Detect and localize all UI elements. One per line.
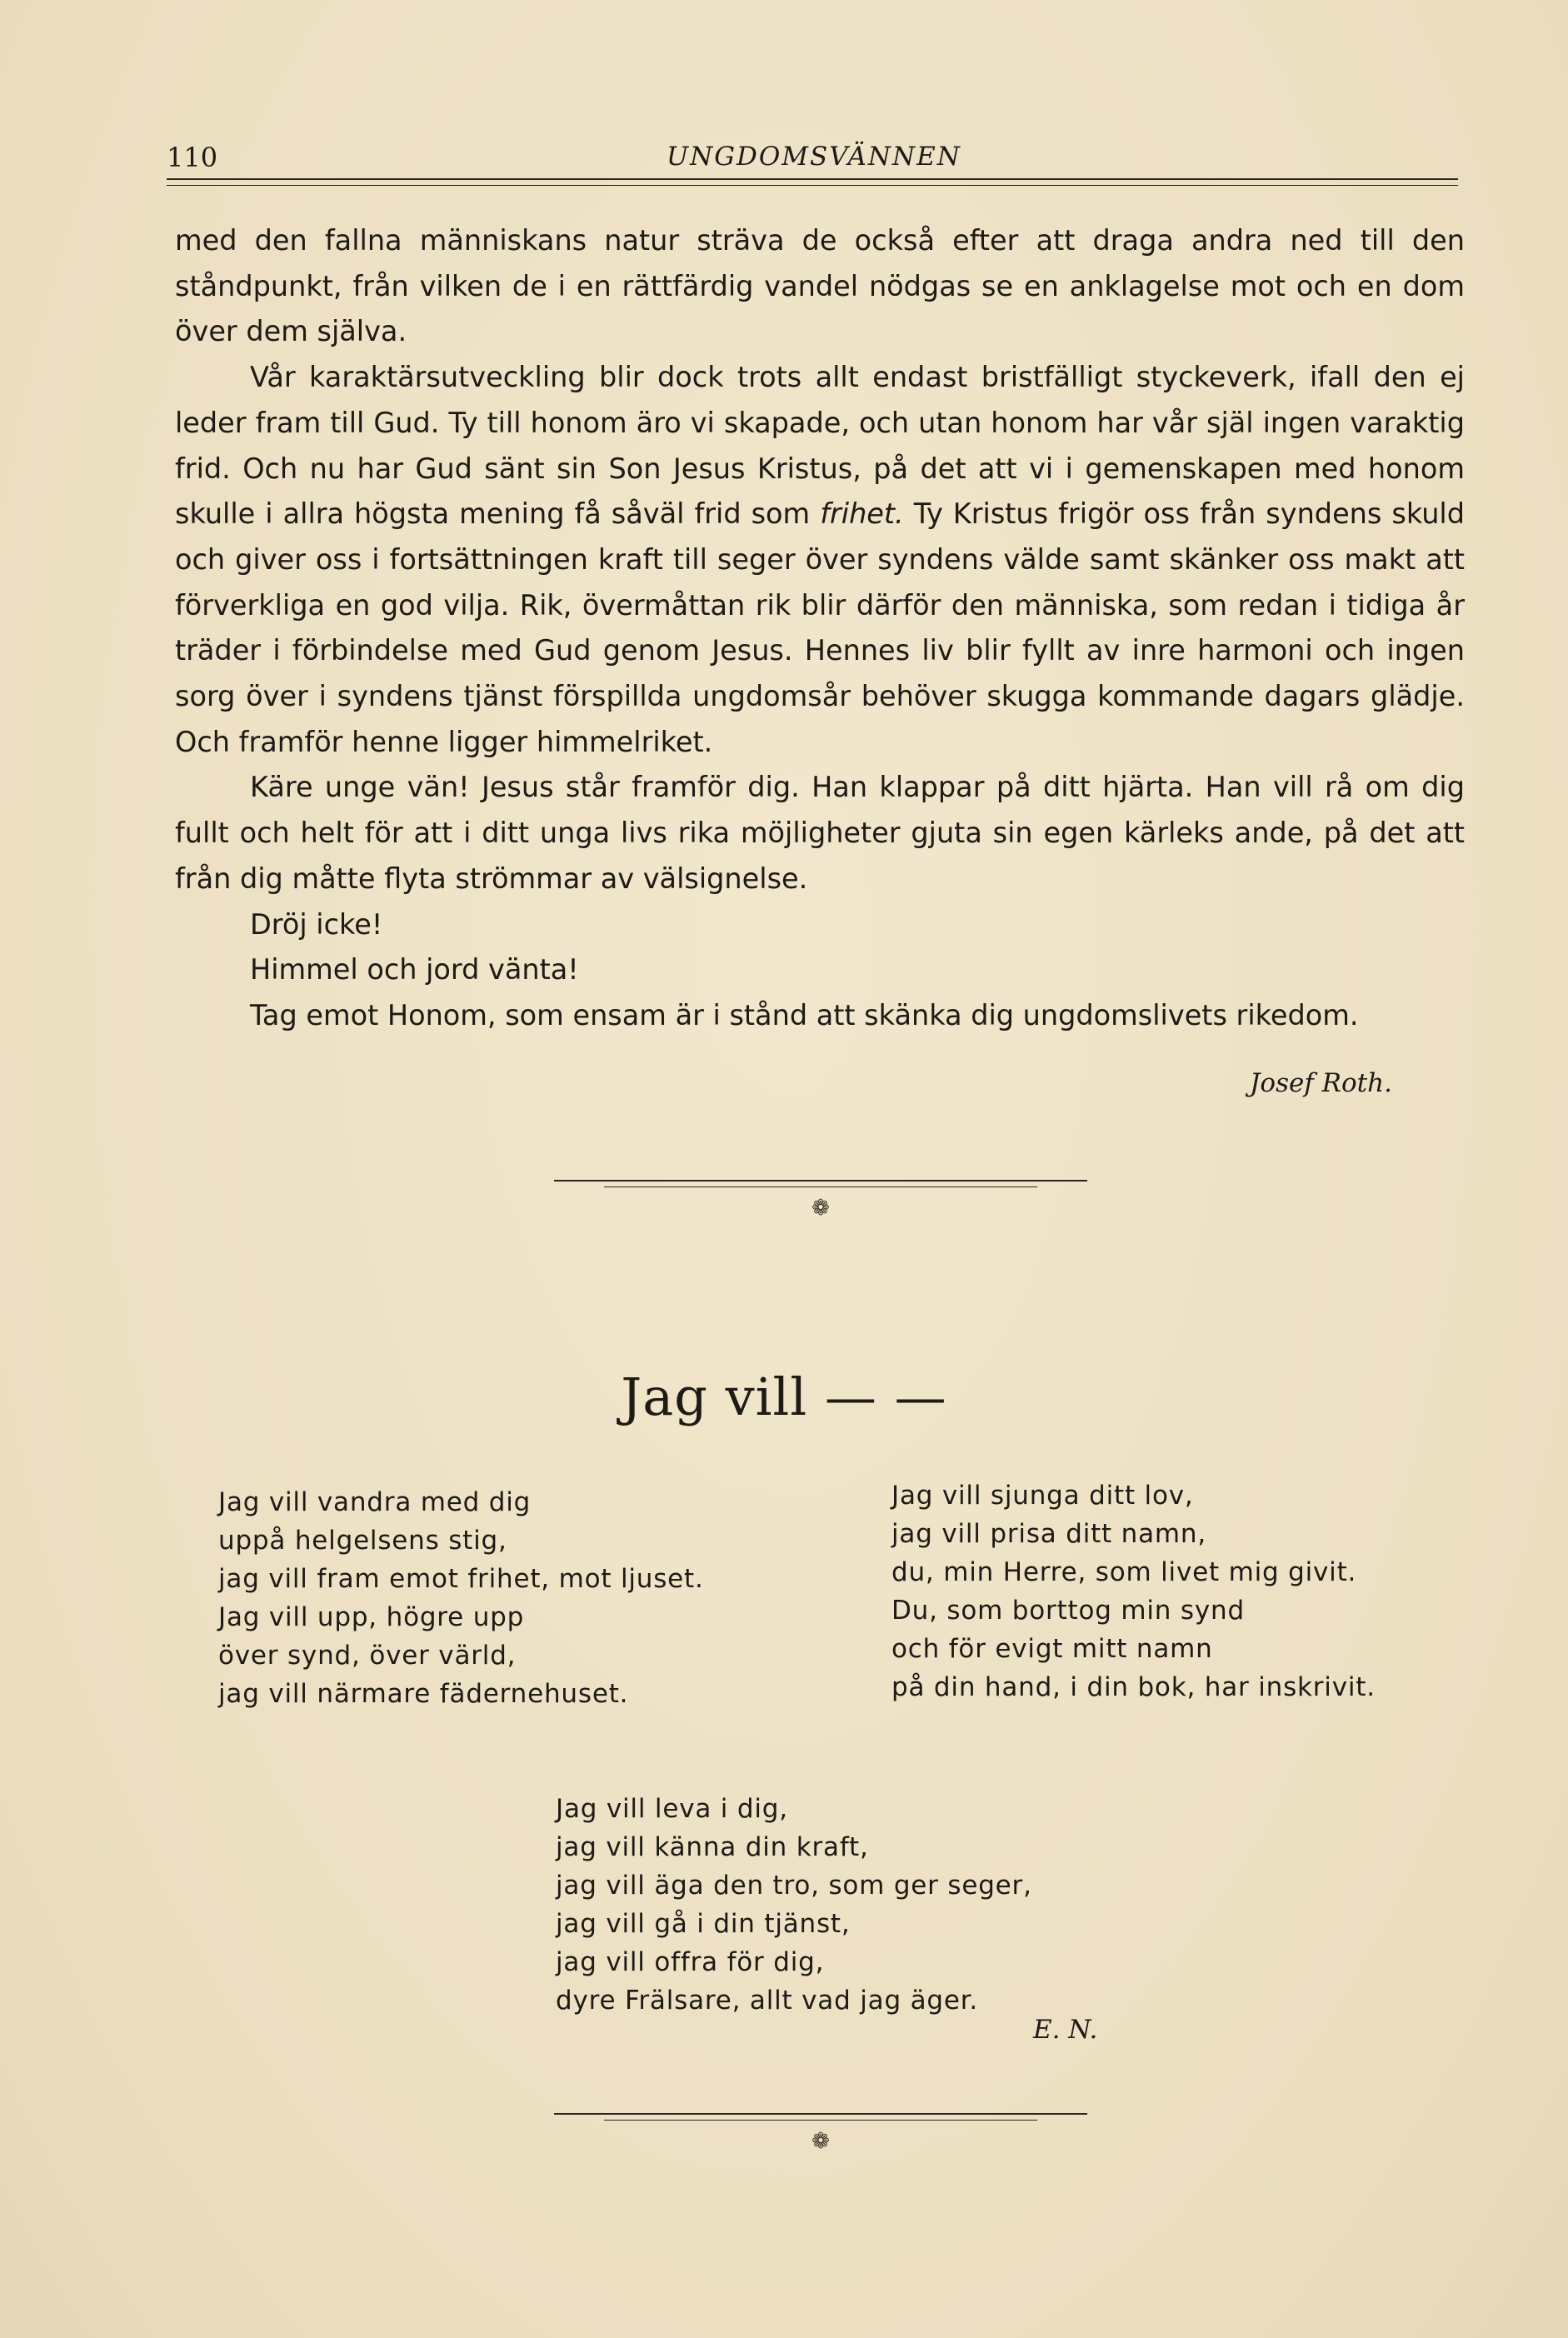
poem-stanza-2: [891, 1476, 1376, 1706]
article-signature: Josef Roth.: [1250, 1068, 1392, 1098]
emphasis-word: frihet.: [820, 497, 904, 531]
paragraph: Tag emot Honom, som ensam är i stånd att skänka dig ungdomslivets rikedom.: [250, 998, 1359, 1032]
poem-line: och för evigt mitt namn: [891, 1634, 1213, 1664]
poem-line: jag vill fram emot frihet, mot ljuset.: [218, 1564, 704, 1594]
flower-ornament-icon: ❁: [811, 2129, 830, 2154]
poem-line: jag vill känna din kraft,: [556, 1832, 869, 1862]
poem-signature: E. N.: [1033, 2015, 1098, 2045]
page-header: [167, 142, 1458, 175]
header-rule: [167, 178, 1458, 180]
separator-rule-thin: [604, 1186, 1037, 1187]
poem-line: dyre Frälsare, allt vad jag äger.: [556, 1986, 979, 2016]
paragraph-text: Ty Kristus frigör oss från syndens skuld och giver oss i fortsättningen kraft till seger över syndens välde samt skänker oss makt att förverkliga en god vilja. Rik, övermåttan rik blir därför den människa, som redan i tidiga år träder i förbindelse med Gud genom Jesus. Hennes liv blir fyllt av inre harmoni och ingen sorg över i syndens tjänst förspillda ungdomsår behöver skugga kommande dagars glädje. Och framför henne ligger himmelriket.: [175, 497, 1465, 758]
running-head: UNGDOMSVÄNNEN: [667, 142, 961, 172]
paragraph: Dröj icke!: [250, 907, 383, 941]
poem-line: jag vill prisa ditt namn,: [891, 1519, 1207, 1549]
poem-stanza-1: [218, 1483, 704, 1713]
poem-line: jag vill gå i din tjänst,: [556, 1909, 851, 1939]
header-rule-thin: [167, 185, 1458, 186]
separator-rule-thin: [604, 2120, 1037, 2121]
paragraph: Käre unge vän! Jesus står framför dig. Han klappar på ditt hjärta. Han vill rå om dig fullt och helt för att i ditt unga livs rika möjligheter gjuta sin egen kärleks ande, på det att från dig måtte flyta strömmar av välsignelse.: [175, 771, 1465, 895]
page-number: 110: [167, 142, 218, 173]
poem-line: jag vill äga den tro, som ger seger,: [556, 1871, 1032, 1901]
poem-line: Jag vill leva i dig,: [556, 1794, 788, 1824]
section-separator: [554, 1180, 1087, 1221]
poem-line: Jag vill upp, högre upp: [218, 1602, 525, 1632]
poem-line: uppå helgelsens stig,: [218, 1526, 507, 1556]
poem-line: på din hand, i din bok, har inskrivit.: [891, 1672, 1376, 1702]
paragraph: med den fallna människans natur sträva de också efter att draga andra ned till den ståndpunkt, från vilken de i en rättfärdig vandel nödgas se en anklagelse mot och en dom över dem själva.: [175, 224, 1465, 348]
poem-stanza-3: [556, 1790, 1032, 2020]
section-separator: [554, 2113, 1087, 2154]
poem-line: över synd, över värld,: [218, 1641, 517, 1671]
poem-line: Du, som borttog min synd: [891, 1596, 1245, 1626]
paragraph-text: Vår karaktärsutveckling blir dock trots allt endast bristfälligt styckeverk, ifall den ej leder fram till Gud. Ty till honom äro vi skapade, och utan honom har vår själ ingen varaktig frid. Och nu har Gud sänt sin Son Jesus Kristus, på det att vi i gemenskapen med honom skulle i allra högsta mening få såväl frid som: [175, 361, 1465, 531]
poem-title: Jag vill — —: [621, 1366, 947, 1427]
poem-line: Jag vill sjunga ditt lov,: [891, 1481, 1194, 1511]
poem-line: jag vill offra för dig,: [556, 1947, 825, 1977]
poem-line: jag vill närmare fädernehuset.: [218, 1679, 629, 1709]
paragraph: Himmel och jord vänta!: [250, 953, 579, 987]
poem-line: du, min Herre, som livet mig givit.: [891, 1557, 1357, 1587]
separator-rule: [554, 2113, 1087, 2115]
paragraph: [175, 355, 1465, 765]
flower-ornament-icon: ❁: [811, 1196, 830, 1221]
separator-rule: [554, 1180, 1087, 1181]
poem-line: Jag vill vandra med dig: [218, 1487, 532, 1517]
article-body: [175, 218, 1465, 1039]
